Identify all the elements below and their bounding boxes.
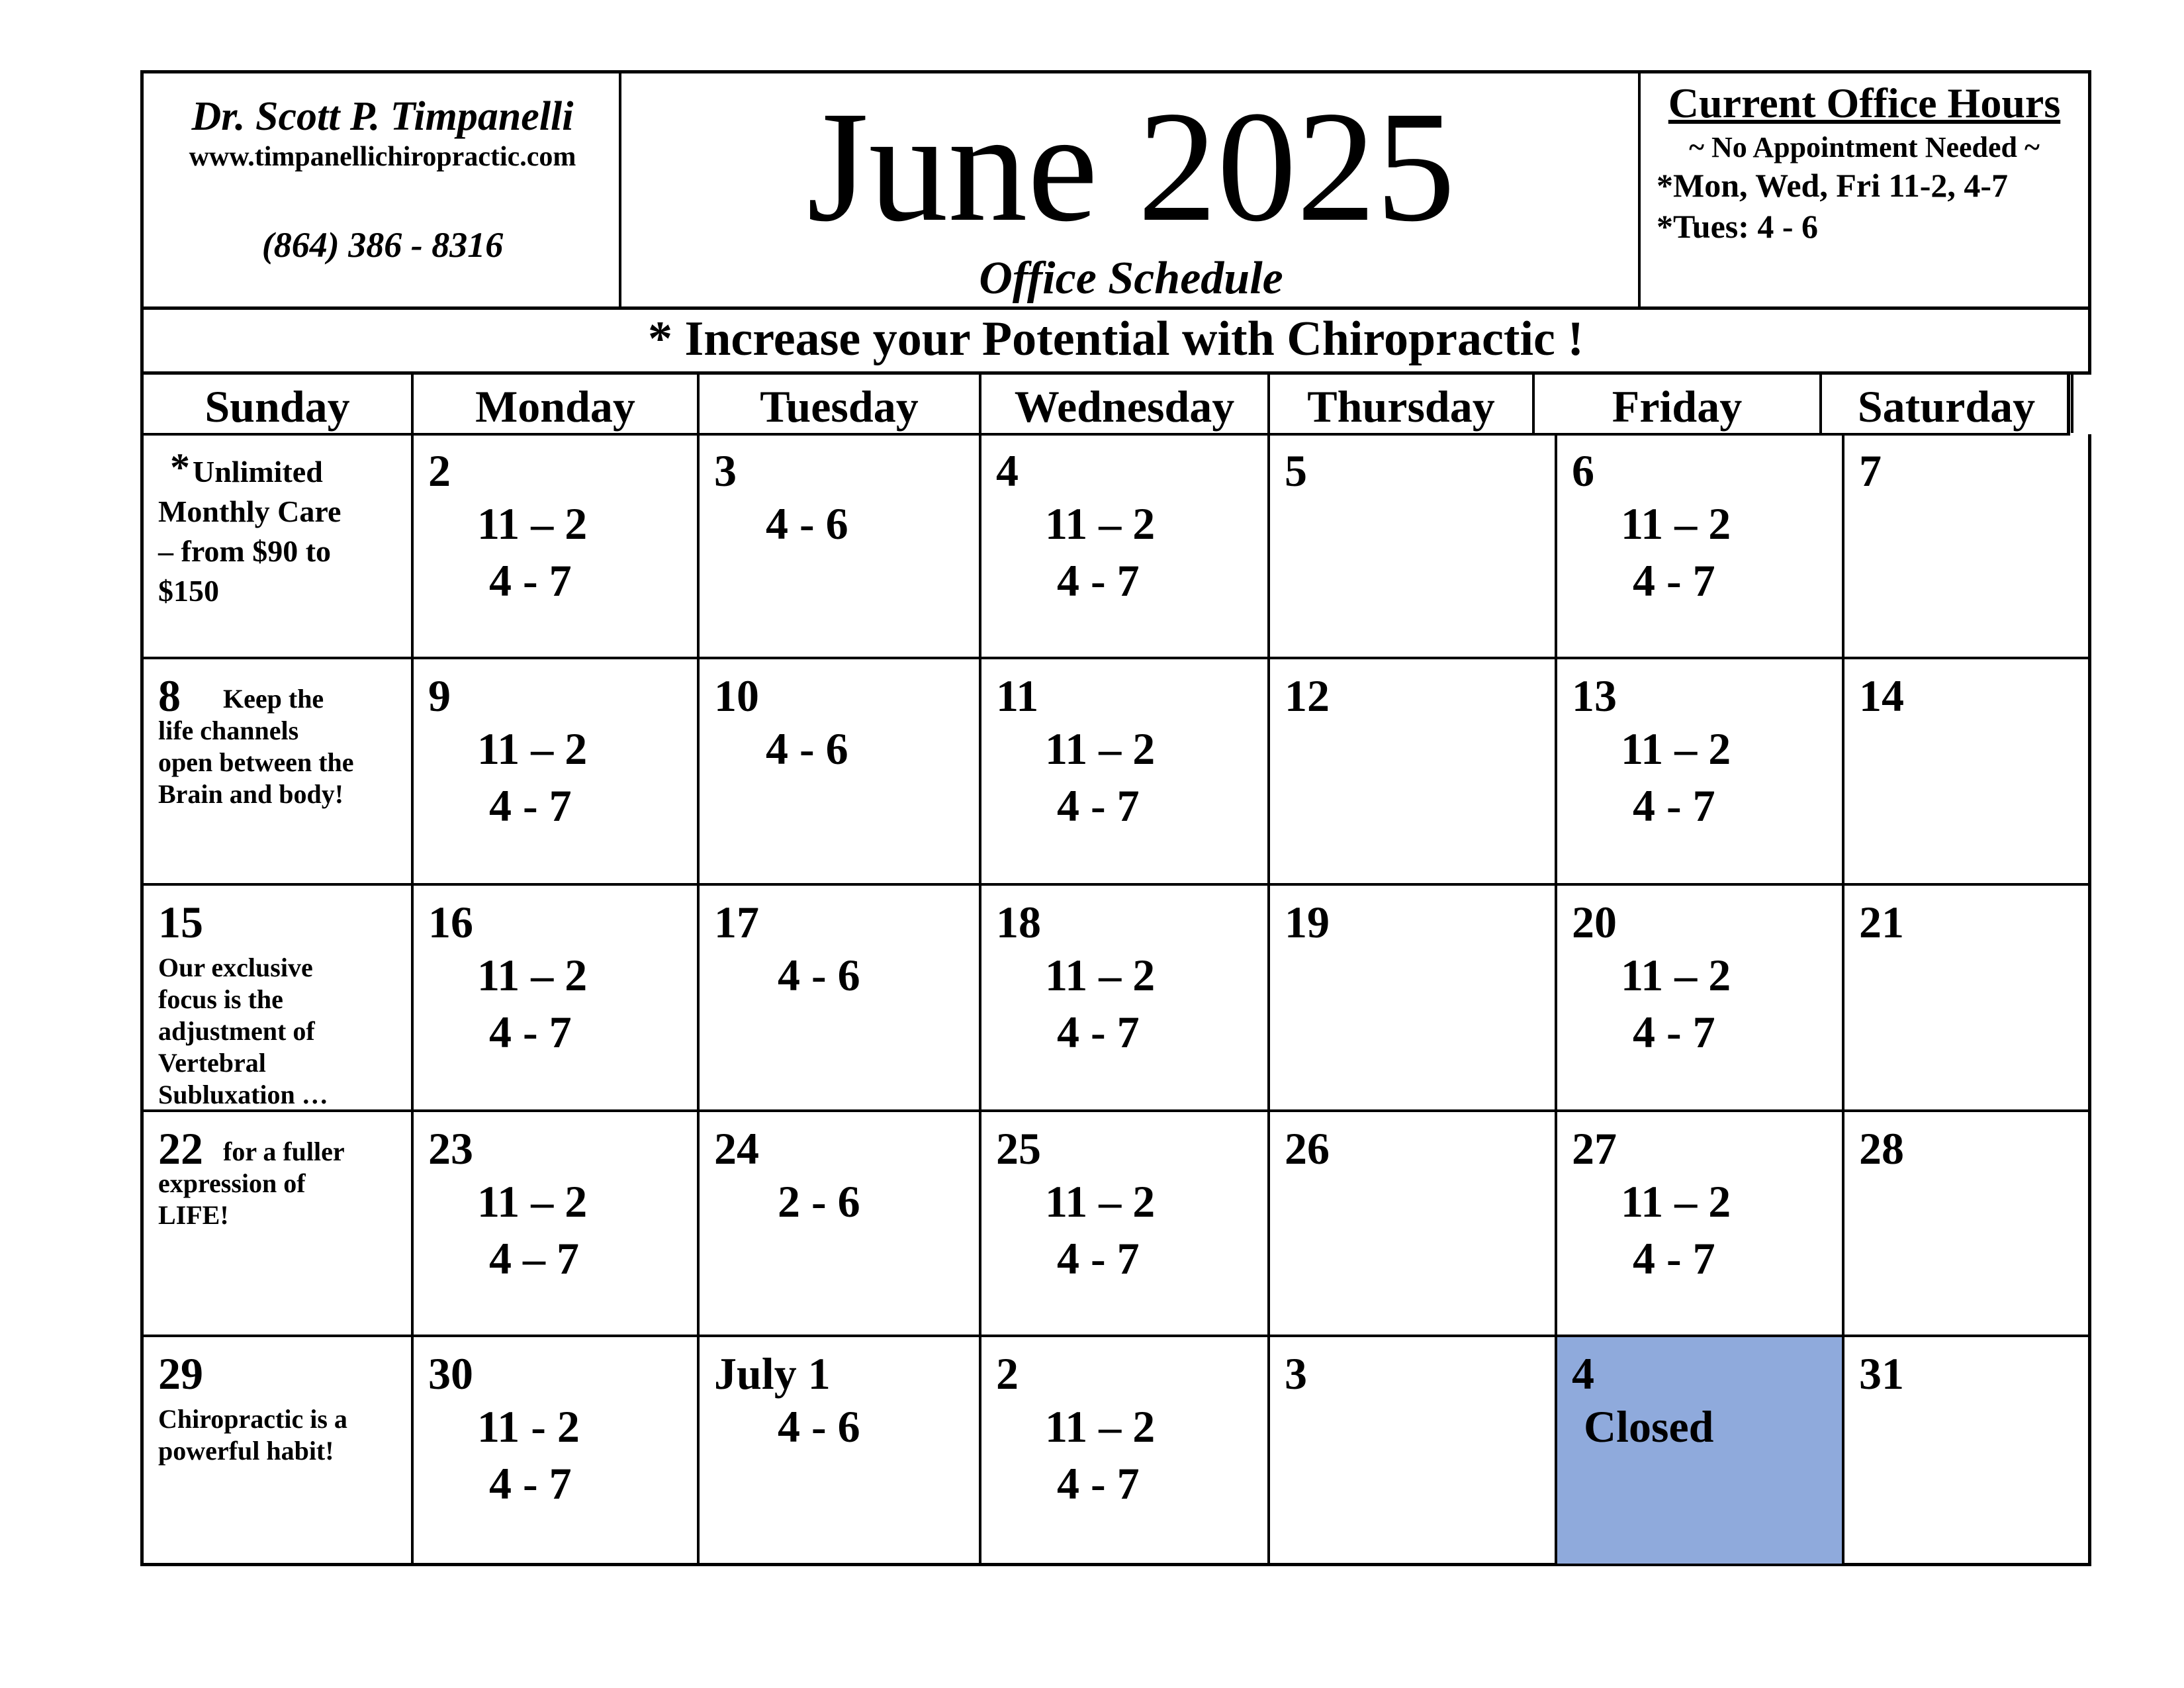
day-cell [144,1337,414,1564]
day-note-line: Our exclusive [158,953,313,982]
office-hours-time: 11 – 2 [1045,1401,1156,1452]
office-hours-time: 11 – 2 [1045,498,1156,549]
day-number: 15 [158,897,203,947]
day-cell [1844,659,2088,886]
day-cell [1270,659,1557,886]
office-hours-time: 11 – 2 [1045,950,1156,1000]
office-hours [1641,73,2088,306]
day-note-line: Subluxation … [158,1080,328,1109]
day-header: Thursday [1270,375,1535,433]
day-cell [414,659,700,886]
day-note-line: focus is the [158,984,283,1014]
day-note-line: life channels [158,716,299,745]
day-number: 21 [1859,897,1904,947]
office-hours-time: 4 - 7 [1633,1233,1715,1284]
day-header: Monday [414,375,700,433]
day-cell [414,886,700,1112]
day-cell [1557,1337,1844,1564]
day-cell [144,886,414,1112]
day-number: 3 [1285,1348,1307,1399]
day-cell [700,886,981,1112]
day-cell [414,434,700,659]
day-note-line: $150 [158,574,219,608]
day-cell [1557,659,1844,886]
office-hours-note: ~ No Appointment Needed ~ [1689,131,2040,164]
office-hours-time: 4 - 6 [766,498,848,549]
office-hours-heading: Current Office Hours [1668,79,2061,126]
title-box [621,73,1641,306]
day-number: 9 [428,671,451,721]
office-hours-time: 4 - 6 [766,724,848,774]
day-note-line: Chiropractic is a [158,1404,347,1434]
day-cell [1844,886,2088,1112]
day-number: 29 [158,1348,203,1399]
office-hours-time: 4 - 7 [1057,555,1140,606]
day-cell [981,659,1270,886]
day-note-line: Brain and body! [158,779,344,809]
day-cell [1557,434,1844,659]
day-cell [144,659,414,886]
day-cell [1270,1337,1557,1564]
day-number: 20 [1572,897,1617,947]
day-cell [1844,1337,2088,1564]
doctor-name: Dr. Scott P. Timpanelli [191,94,574,139]
office-hours-time: 11 – 2 [477,724,588,774]
day-number: 28 [1859,1123,1904,1174]
day-header-row [140,375,2070,436]
day-cell [1844,1112,2088,1337]
doctor-info [144,73,621,306]
day-number: 6 [1572,445,1594,496]
day-header: Saturday [1822,375,2073,433]
day-cell [414,1337,700,1564]
day-number: 7 [1859,445,1882,496]
office-hours-time: 11 - 2 [477,1401,580,1452]
day-note-line: powerful habit! [158,1436,334,1466]
day-note-line: open between the [158,747,354,777]
day-number: 11 [996,671,1039,721]
office-hours-time: 4 - 7 [1633,1007,1715,1057]
day-header: Sunday [144,375,414,433]
day-header: Friday [1535,375,1822,433]
day-note-line: Vertebral [158,1048,266,1078]
office-hours-line2: *Tues: 4 - 6 [1657,208,1819,245]
office-hours-time: 4 - 7 [1057,1007,1140,1057]
day-cell [144,1112,414,1337]
day-number: 2 [428,445,451,496]
day-number: 12 [1285,671,1330,721]
day-number: * [170,445,190,489]
office-hours-time: 11 – 2 [1621,1176,1731,1227]
schedule-subtitle: Office Schedule [979,253,1283,304]
day-note-line: adjustment of [158,1016,315,1046]
day-number: 14 [1859,671,1904,721]
day-number: 26 [1285,1123,1330,1174]
calendar-header [140,70,2091,310]
month-title: June 2025 [807,78,1455,254]
day-number: 22 [158,1123,203,1174]
day-cell [144,434,414,659]
day-cell [981,1112,1270,1337]
day-cell [700,1112,981,1337]
office-hours-time: 4 – 7 [489,1233,579,1284]
day-number: 30 [428,1348,473,1399]
day-number: 17 [714,897,759,947]
day-number: 24 [714,1123,759,1174]
office-hours-line1: *Mon, Wed, Fri 11-2, 4-7 [1657,167,2009,204]
day-number: 8 [158,671,181,721]
day-cell [1270,434,1557,659]
day-number: 10 [714,671,759,721]
calendar-grid [140,434,2091,1566]
office-hours-time: 4 - 7 [489,555,572,606]
day-cell [700,1337,981,1564]
day-cell [1270,886,1557,1112]
day-cell [700,434,981,659]
day-number: 25 [996,1123,1041,1174]
office-hours-time: 4 - 6 [778,1401,860,1452]
office-hours-time: 11 – 2 [1621,724,1731,774]
doctor-phone: (864) 386 - 8316 [261,225,504,265]
day-cell [981,1337,1270,1564]
day-cell [700,659,981,886]
day-note-line: Monthly Care [158,494,341,528]
office-hours-time: 11 – 2 [1621,498,1731,549]
day-cell [1557,886,1844,1112]
day-number: 31 [1859,1348,1904,1399]
day-number: 19 [1285,897,1330,947]
day-number: 3 [714,445,737,496]
office-hours-time: 11 – 2 [1045,1176,1156,1227]
day-note-line: LIFE! [158,1200,229,1230]
office-hours-time: 4 - 6 [778,950,860,1000]
office-hours-time: 11 – 2 [1045,724,1156,774]
day-cell [1557,1112,1844,1337]
office-hours-time: 11 – 2 [477,498,588,549]
day-header: Wednesday [981,375,1270,433]
office-hours-time: 4 - 7 [1057,1233,1140,1284]
doctor-website: www.timpanellichiropractic.com [189,142,576,172]
office-hours-time: 4 - 7 [1633,555,1715,606]
day-note-line: Keep the [223,684,324,714]
day-number: 13 [1572,671,1617,721]
closed-label: Closed [1584,1401,1714,1452]
day-cell [414,1112,700,1337]
day-note-line: for a fuller [223,1137,345,1166]
day-number: 16 [428,897,473,947]
office-hours-time: 4 - 7 [1057,1458,1140,1509]
day-number: 2 [996,1348,1019,1399]
office-hours-time: 11 – 2 [1621,950,1731,1000]
office-hours-time: 4 - 7 [489,780,572,831]
day-note-line: expression of [158,1168,306,1198]
office-hours-time: 4 - 7 [1633,780,1715,831]
day-number: 5 [1285,445,1307,496]
day-number: July 1 [714,1348,831,1399]
office-hours-time: 4 - 7 [489,1007,572,1057]
day-cell [1844,434,2088,659]
day-note-line: Unlimited [193,455,323,489]
banner: * Increase your Potential with Chiropractic ! [140,308,2091,375]
day-number: 27 [1572,1123,1617,1174]
day-header: Tuesday [700,375,981,433]
day-number: 18 [996,897,1041,947]
office-hours-time: 11 – 2 [477,1176,588,1227]
office-hours-time: 11 – 2 [477,950,588,1000]
office-hours-time: 2 - 6 [778,1176,860,1227]
day-number: 23 [428,1123,473,1174]
day-number: 4 [996,445,1019,496]
day-number: 4 [1572,1348,1594,1399]
day-cell [981,434,1270,659]
day-cell [1270,1112,1557,1337]
day-note-line: – from $90 to [158,534,332,568]
office-hours-time: 4 - 7 [1057,780,1140,831]
day-cell [981,886,1270,1112]
office-hours-time: 4 - 7 [489,1458,572,1509]
